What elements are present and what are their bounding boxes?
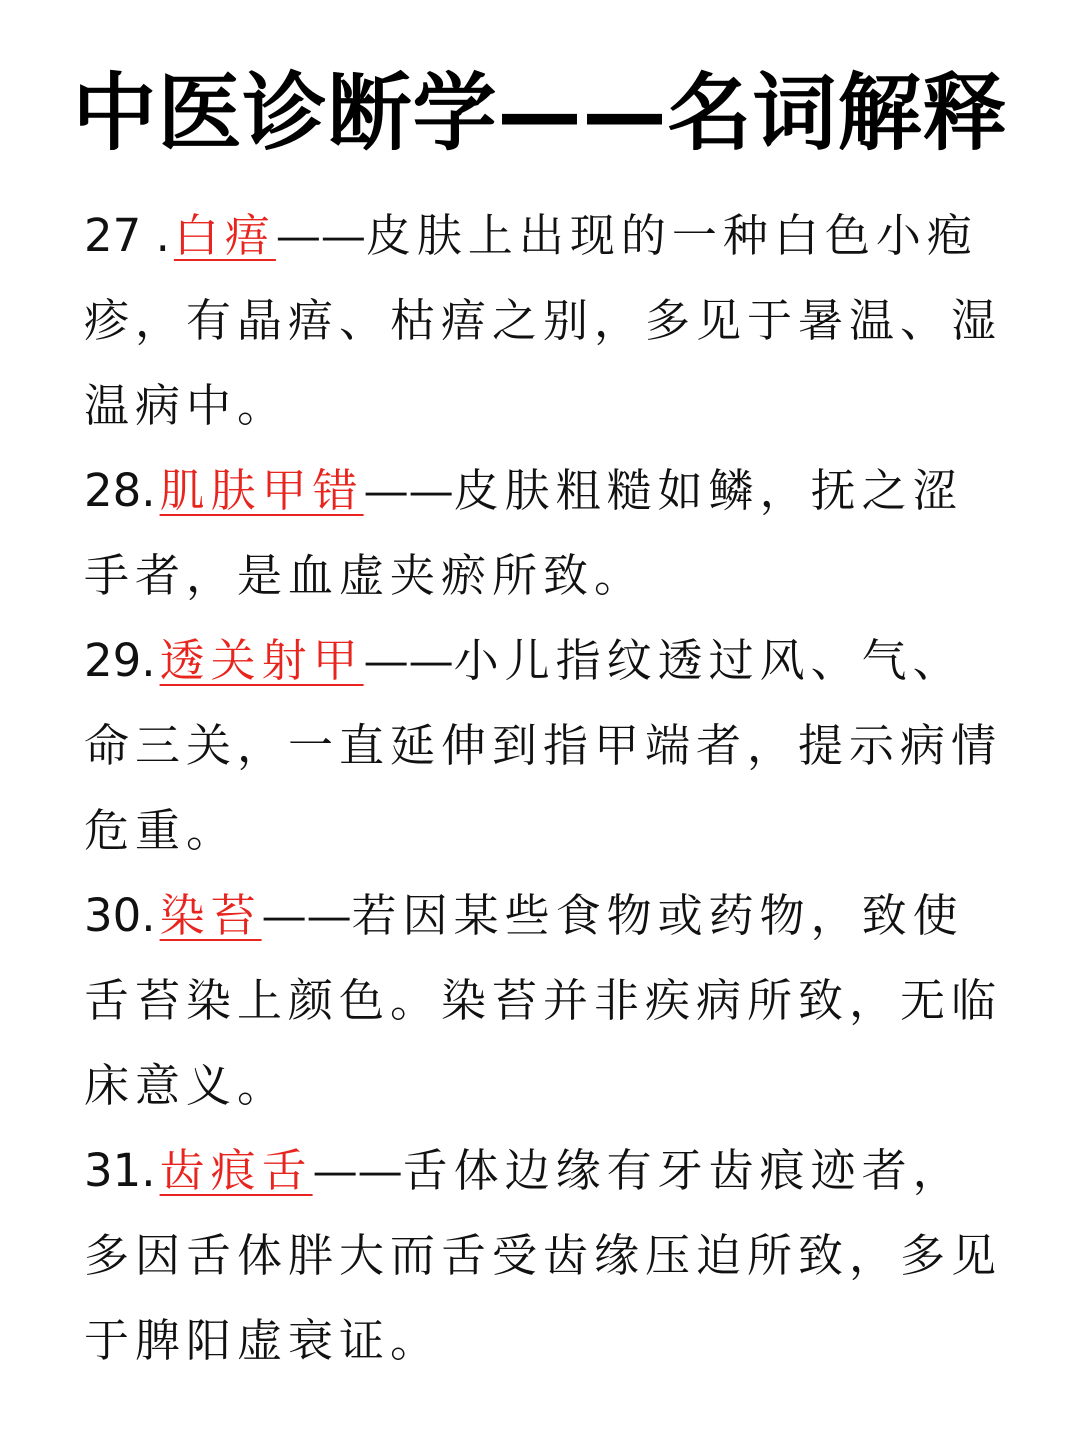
term-list — [84, 193, 1014, 1383]
entry-term: 白痦 — [173, 209, 276, 262]
entry-dash: —— — [312, 1144, 403, 1197]
term-entry-29 — [84, 618, 1014, 873]
term-entry-31 — [84, 1128, 1014, 1383]
entry-term: 染苔 — [159, 889, 262, 942]
entry-number: 28. — [84, 464, 156, 517]
entry-term: 齿痕舌 — [159, 1144, 313, 1197]
term-entry-30 — [84, 873, 1014, 1128]
entry-definition: 舌体边缘有牙齿痕迹者，多因舌体胖大而舌受齿缘压迫所致，多见于脾阳虚衰证。 — [84, 1144, 1003, 1367]
entry-definition: 小儿指纹透过风、气、命三关，一直延伸到指甲端者，提示病情危重。 — [84, 634, 1003, 857]
entry-number: 31. — [84, 1144, 156, 1197]
entry-dash: —— — [363, 634, 454, 687]
entry-term: 肌肤甲错 — [159, 464, 364, 517]
entry-dash: —— — [261, 889, 352, 942]
entry-dash: —— — [363, 464, 454, 517]
entry-definition: 若因某些食物或药物，致使舌苔染上颜色。染苔并非疾病所致，无临床意义。 — [84, 889, 1003, 1112]
entry-number: 30. — [84, 889, 156, 942]
entry-number: 27 . — [84, 209, 170, 262]
entry-dash: —— — [275, 209, 366, 262]
entry-definition: 皮肤上出现的一种白色小疱疹，有晶痦、枯痦之别，多见于暑温、湿温病中。 — [84, 209, 1003, 432]
entry-number: 29. — [84, 634, 156, 687]
term-entry-28 — [84, 448, 1014, 618]
entry-term: 透关射甲 — [159, 634, 364, 687]
term-entry-27 — [84, 193, 1014, 448]
page-title: 中医诊断学——名词解释 — [72, 64, 1008, 162]
entry-definition: 皮肤粗糙如鳞，抚之涩手者，是血虚夹瘀所致。 — [84, 464, 964, 602]
